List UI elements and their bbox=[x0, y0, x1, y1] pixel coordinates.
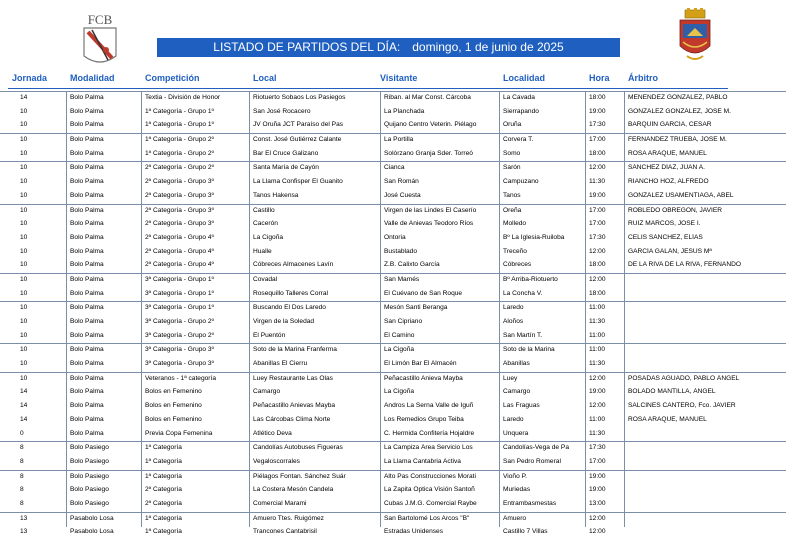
cell-visitante: Z.B. Calixto García bbox=[384, 261, 440, 269]
cell-arbitro: POSADAS AGUADO, PABLO ÁNGEL bbox=[628, 374, 740, 382]
table-row bbox=[0, 246, 786, 260]
cell-modalidad: Bolo Palma bbox=[70, 261, 104, 269]
cell-local: Rosequillo Talleres Corral bbox=[253, 289, 329, 297]
fcb-crest-icon bbox=[78, 10, 122, 66]
table-row bbox=[0, 190, 786, 204]
cell-localidad: Laredo bbox=[503, 415, 524, 423]
cell-localidad: Abanillas bbox=[503, 360, 530, 368]
cell-visitante: Alto Pas Construcciones Morati bbox=[384, 472, 476, 480]
cell-modalidad: Bolo Palma bbox=[70, 275, 104, 283]
cell-competicion: 2ª Categoría bbox=[145, 499, 182, 507]
cell-jornada: 14 bbox=[20, 415, 28, 423]
cell-arbitro: ROSA ARAQUE, MANUEL bbox=[628, 149, 707, 157]
header-localidad: Localidad bbox=[503, 73, 546, 83]
cell-localidad: Candolías-Vega de Pa bbox=[503, 444, 569, 452]
header-visitante: Visitante bbox=[380, 73, 418, 83]
cell-visitante: C. Hermida Confitería Hojaldre bbox=[384, 429, 475, 437]
cell-jornada: 10 bbox=[20, 220, 28, 228]
cell-arbitro: BOLADO MANTILLA, ÁNGEL bbox=[628, 388, 716, 396]
cell-arbitro: SALCINES CANTERO, Fco. JAVIER bbox=[628, 402, 736, 410]
cell-local: Vegaloscorrales bbox=[253, 457, 300, 465]
table-row bbox=[0, 204, 786, 219]
cell-local: Covadal bbox=[253, 275, 278, 283]
cell-jornada: 10 bbox=[20, 178, 28, 186]
cell-competicion: 3ª Categoría - Grupo 2º bbox=[145, 331, 214, 339]
cell-visitante: Cubas J.M.G. Comercial Raybe bbox=[384, 499, 477, 507]
cell-competicion: Bolos en Femenino bbox=[145, 402, 202, 410]
cell-modalidad: Bolo Palma bbox=[70, 206, 104, 214]
cell-competicion: Bolos en Femenino bbox=[145, 415, 202, 423]
cell-hora: 12:00 bbox=[589, 164, 606, 172]
cell-competicion: 2ª Categoría - Grupo 3º bbox=[145, 206, 214, 214]
cell-localidad: La Cavada bbox=[503, 94, 535, 101]
cell-modalidad: Bolo Palma bbox=[70, 107, 104, 115]
cell-arbitro: DE LA RIVA DE LA RIVA, FERNANDO bbox=[628, 261, 741, 269]
cell-competicion: 3ª Categoría - Grupo 1º bbox=[145, 304, 214, 312]
cell-hora: 17:00 bbox=[589, 457, 606, 465]
cell-hora: 19:00 bbox=[589, 388, 606, 396]
cell-modalidad: Bolo Pasiego bbox=[70, 444, 109, 452]
cell-localidad: Oruña bbox=[503, 121, 522, 129]
cell-hora: 11:30 bbox=[589, 178, 606, 186]
cell-hora: 17:00 bbox=[589, 136, 606, 144]
cell-competicion: 2ª Categoría bbox=[145, 486, 182, 494]
cell-visitante: Ontoria bbox=[384, 233, 406, 241]
table-row bbox=[0, 133, 786, 148]
cell-arbitro: GARCÍA GALÁN, JESÚS Mª bbox=[628, 247, 712, 255]
cell-modalidad: Bolo Palma bbox=[70, 233, 104, 241]
cell-competicion: 1ª Categoría bbox=[145, 444, 182, 452]
matches-table bbox=[0, 91, 786, 540]
table-row bbox=[0, 343, 786, 358]
cell-competicion: 1ª Categoría - Grupo 1º bbox=[145, 107, 214, 115]
cell-jornada: 10 bbox=[20, 149, 28, 157]
cell-local: Camargo bbox=[253, 388, 281, 396]
cell-jornada: 10 bbox=[20, 247, 28, 255]
cell-jornada: 10 bbox=[20, 374, 28, 382]
cell-hora: 11:00 bbox=[589, 346, 606, 354]
cell-arbitro: MENENDEZ GONZÁLEZ, PABLO bbox=[628, 94, 728, 101]
cell-localidad: La Concha V. bbox=[503, 289, 543, 297]
cell-localidad: Bº Arriba-Riotuerto bbox=[503, 275, 558, 283]
cell-competicion: Bolos en Femenino bbox=[145, 388, 202, 396]
cell-localidad: Cóbreces bbox=[503, 261, 532, 269]
cell-competicion: 1ª Categoría - Grupo 2º bbox=[145, 136, 214, 144]
cell-local: Bar El Cruce Galizano bbox=[253, 149, 319, 157]
table-header bbox=[0, 73, 786, 87]
table-row bbox=[0, 232, 786, 246]
cell-jornada: 13 bbox=[20, 528, 28, 536]
cell-local: Castillo bbox=[253, 206, 275, 214]
cell-localidad: Entrambasmestas bbox=[503, 499, 557, 507]
cell-competicion: Textia - División de Honor bbox=[145, 94, 221, 101]
cell-visitante: Riban. al Mar Const. Cárcoba bbox=[384, 94, 471, 101]
cell-hora: 12:00 bbox=[589, 514, 606, 522]
cell-localidad: Aloños bbox=[503, 318, 524, 325]
header-jornada: Jornada bbox=[12, 73, 48, 83]
cell-jornada: 10 bbox=[20, 261, 28, 269]
table-row bbox=[0, 106, 786, 120]
table-row bbox=[0, 119, 786, 133]
cell-competicion: 1ª Categoría bbox=[145, 472, 182, 480]
cell-arbitro: GONZÁLEZ USAMENTIAGA, ABEL bbox=[628, 191, 734, 199]
cell-competicion: 1ª Categoría bbox=[145, 528, 182, 536]
cell-jornada: 10 bbox=[20, 304, 28, 312]
cell-visitante: Estradas Unidenses bbox=[384, 528, 444, 536]
table-row bbox=[0, 148, 786, 162]
cell-local: Piélagos Fontan. Sánchez Suár bbox=[253, 472, 346, 480]
cell-jornada: 0 bbox=[20, 429, 24, 437]
cell-local: Las Cárcobas Clima Norte bbox=[253, 415, 331, 423]
cell-arbitro: FERNÁNDEZ TRUEBA, JOSE M. bbox=[628, 136, 727, 144]
cell-local: Peñacastillo Anievas Mayba bbox=[253, 402, 336, 410]
table-row bbox=[0, 526, 786, 540]
cell-competicion: 2ª Categoría - Grupo 3º bbox=[145, 220, 214, 228]
cell-localidad: Camargo bbox=[503, 388, 531, 396]
cell-jornada: 10 bbox=[20, 136, 28, 144]
cell-hora: 19:00 bbox=[589, 486, 606, 494]
cell-jornada: 8 bbox=[20, 486, 24, 494]
table-row bbox=[0, 259, 786, 273]
table-row bbox=[0, 386, 786, 400]
cell-competicion: 2ª Categoría - Grupo 3º bbox=[145, 178, 214, 186]
cell-competicion: 1ª Categoría - Grupo 1º bbox=[145, 121, 214, 129]
cell-competicion: 2ª Categoría - Grupo 2º bbox=[145, 164, 214, 172]
cell-visitante: La Cigoña bbox=[384, 346, 415, 354]
table-row bbox=[0, 498, 786, 512]
cell-modalidad: Pasabolo Losa bbox=[70, 528, 114, 536]
cell-localidad: Amuero bbox=[503, 514, 527, 522]
table-row bbox=[0, 470, 786, 485]
cell-localidad: Muriedas bbox=[503, 486, 531, 494]
cell-local: Atlético Deva bbox=[253, 429, 292, 437]
cell-visitante: José Cuesta bbox=[384, 191, 421, 199]
table-row bbox=[0, 400, 786, 414]
cell-jornada: 10 bbox=[20, 318, 28, 325]
cell-local: La Cigoña bbox=[253, 233, 284, 241]
cell-hora: 19:00 bbox=[589, 472, 606, 480]
cell-localidad: Corvera T. bbox=[503, 136, 534, 144]
cell-visitante: La Portilla bbox=[384, 136, 414, 144]
cell-visitante: La Campiza Área Servicio Los bbox=[384, 444, 473, 452]
cell-hora: 18:00 bbox=[589, 261, 606, 269]
cell-localidad: Luey bbox=[503, 374, 518, 382]
cell-jornada: 10 bbox=[20, 206, 28, 214]
table-row bbox=[0, 91, 786, 106]
table-row bbox=[0, 161, 786, 176]
table-row bbox=[0, 456, 786, 470]
cell-localidad: Tanos bbox=[503, 191, 521, 199]
cell-hora: 11:00 bbox=[589, 304, 606, 312]
cell-localidad: Bº La Iglesia-Ruiloba bbox=[503, 233, 565, 241]
cell-modalidad: Bolo Palma bbox=[70, 247, 104, 255]
cell-competicion: 2ª Categoría - Grupo 4º bbox=[145, 247, 214, 255]
cell-local: Riotuerto Sobaos Los Pasiegos bbox=[253, 94, 346, 101]
cell-local: Cacerón bbox=[253, 220, 278, 228]
cell-visitante: El Cuévano de San Roque bbox=[384, 289, 463, 297]
cell-localidad: Oreña bbox=[503, 206, 522, 214]
cell-arbitro: RUIZ MARCOS, JOSE I. bbox=[628, 220, 701, 228]
cell-local: Comercial Marami bbox=[253, 499, 307, 507]
cell-localidad: Castillo 7 Villas bbox=[503, 528, 548, 536]
cell-jornada: 14 bbox=[20, 388, 28, 396]
cell-hora: 18:00 bbox=[589, 289, 606, 297]
cell-hora: 17:30 bbox=[589, 121, 606, 129]
cell-localidad: Vioño P. bbox=[503, 472, 527, 480]
cell-local: La Costera Mesón Candela bbox=[253, 486, 334, 494]
cell-localidad: San Martín T. bbox=[503, 331, 543, 339]
cell-modalidad: Bolo Palma bbox=[70, 191, 104, 199]
cell-modalidad: Bolo Palma bbox=[70, 289, 104, 297]
cell-visitante: El Camino bbox=[384, 331, 415, 339]
cell-modalidad: Bolo Palma bbox=[70, 318, 104, 325]
cell-competicion: 3ª Categoría - Grupo 1º bbox=[145, 289, 214, 297]
cell-hora: 11:30 bbox=[589, 318, 606, 325]
cell-hora: 17:00 bbox=[589, 220, 606, 228]
table-row bbox=[0, 428, 786, 442]
cell-arbitro: BARQUÍN GARCÍA, CESAR bbox=[628, 121, 712, 129]
cell-jornada: 14 bbox=[20, 94, 28, 101]
cell-localidad: Campuzano bbox=[503, 178, 539, 186]
cell-jornada: 10 bbox=[20, 360, 28, 368]
cell-competicion: 3ª Categoría - Grupo 3º bbox=[145, 360, 214, 368]
cell-local: San José Rocacero bbox=[253, 107, 311, 115]
cell-localidad: Las Fraguas bbox=[503, 402, 540, 410]
cell-visitante: La Zapita Óptica Visión Santoñ bbox=[384, 486, 475, 494]
table-row bbox=[0, 512, 786, 527]
cell-local: Luey Restaurante Las Olas bbox=[253, 374, 333, 382]
cell-jornada: 10 bbox=[20, 275, 28, 283]
table-row bbox=[0, 372, 786, 387]
cell-jornada: 10 bbox=[20, 346, 28, 354]
cell-jornada: 10 bbox=[20, 164, 28, 172]
cell-localidad: Treceño bbox=[503, 247, 527, 255]
cell-localidad: Sarón bbox=[503, 164, 521, 172]
cell-jornada: 14 bbox=[20, 402, 28, 410]
cell-modalidad: Bolo Palma bbox=[70, 388, 104, 396]
table-row bbox=[0, 484, 786, 498]
cell-modalidad: Bolo Pasiego bbox=[70, 457, 109, 465]
cell-modalidad: Bolo Palma bbox=[70, 402, 104, 410]
cell-hora: 11:00 bbox=[589, 415, 606, 423]
cell-jornada: 10 bbox=[20, 121, 28, 129]
cell-localidad: Sierrapando bbox=[503, 107, 539, 115]
cell-competicion: 2ª Categoría - Grupo 4º bbox=[145, 233, 214, 241]
cell-localidad: Somo bbox=[503, 149, 521, 157]
cell-jornada: 10 bbox=[20, 191, 28, 199]
cell-visitante: San Mamés bbox=[384, 275, 420, 283]
cell-localidad: Unquera bbox=[503, 429, 529, 437]
table-row bbox=[0, 316, 786, 330]
cell-hora: 11:30 bbox=[589, 429, 606, 437]
cell-hora: 12:00 bbox=[589, 528, 606, 536]
cell-local: Amuero Ttes. Ruigómez bbox=[253, 514, 324, 522]
cell-localidad: San Pedro Romeral bbox=[503, 457, 561, 465]
cell-visitante: La Planchada bbox=[384, 107, 425, 115]
cell-modalidad: Bolo Palma bbox=[70, 429, 104, 437]
table-row bbox=[0, 288, 786, 302]
cell-modalidad: Bolo Palma bbox=[70, 304, 104, 312]
header-arbitro: Árbitro bbox=[628, 73, 658, 83]
cell-visitante: La Cigoña bbox=[384, 388, 415, 396]
cell-modalidad: Bolo Palma bbox=[70, 136, 104, 144]
cell-modalidad: Bolo Palma bbox=[70, 121, 104, 129]
table-row bbox=[0, 218, 786, 232]
cell-local: Santa María de Cayón bbox=[253, 164, 319, 172]
cell-competicion: 2ª Categoría - Grupo 4º bbox=[145, 261, 214, 269]
cell-local: Virgen de la Soledad bbox=[253, 318, 315, 325]
cell-hora: 11:00 bbox=[589, 331, 606, 339]
cell-competicion: 1ª Categoría bbox=[145, 514, 182, 522]
cell-visitante: Mesón Santi Beranga bbox=[384, 304, 448, 312]
cell-local: Soto de la Marina Franferma bbox=[253, 346, 337, 354]
cell-local: Cóbreces Almacenes Lavín bbox=[253, 261, 334, 269]
cell-modalidad: Bolo Palma bbox=[70, 178, 104, 186]
cell-competicion: Previa Copa Femenina bbox=[145, 429, 213, 437]
cell-hora: 17:00 bbox=[589, 206, 606, 214]
cell-hora: 11:30 bbox=[589, 360, 606, 368]
cell-hora: 13:00 bbox=[589, 499, 606, 507]
cell-hora: 17:30 bbox=[589, 444, 606, 452]
table-row bbox=[0, 441, 786, 456]
cell-local: Tanos Hakensa bbox=[253, 191, 299, 199]
title-date: domingo, 1 de junio de 2025 bbox=[412, 40, 564, 54]
cell-competicion: 3ª Categoría - Grupo 1º bbox=[145, 275, 214, 283]
cell-localidad: Soto de la Marina bbox=[503, 346, 555, 354]
header-modalidad: Modalidad bbox=[70, 73, 115, 83]
cell-hora: 12:00 bbox=[589, 402, 606, 410]
table-row bbox=[0, 176, 786, 190]
header-divider bbox=[8, 88, 728, 89]
cell-arbitro: ROBLEDO OBREGÓN, JAVIER bbox=[628, 206, 723, 214]
cell-arbitro: RIANCHO HOZ, ALFREDO bbox=[628, 178, 709, 186]
cell-competicion: 1ª Categoría - Grupo 2º bbox=[145, 149, 214, 157]
cell-arbitro: ROSA ARAQUE, MANUEL bbox=[628, 415, 707, 423]
table-row bbox=[0, 358, 786, 372]
cell-modalidad: Bolo Pasiego bbox=[70, 499, 109, 507]
cell-visitante: San Román bbox=[384, 178, 419, 186]
cell-visitante: Cianca bbox=[384, 164, 405, 172]
cell-modalidad: Bolo Palma bbox=[70, 360, 104, 368]
table-row bbox=[0, 330, 786, 344]
cell-modalidad: Bolo Palma bbox=[70, 374, 104, 382]
cell-jornada: 10 bbox=[20, 107, 28, 115]
cell-local: El Puentón bbox=[253, 331, 286, 339]
cell-modalidad: Bolo Palma bbox=[70, 149, 104, 157]
cell-jornada: 8 bbox=[20, 499, 24, 507]
cell-hora: 17:30 bbox=[589, 233, 606, 241]
cell-arbitro: SÁNCHEZ DÍAZ, JUAN A. bbox=[628, 164, 705, 172]
cell-visitante: El Limón Bar El Almacén bbox=[384, 360, 457, 368]
cell-hora: 19:00 bbox=[589, 191, 606, 199]
title-label: LISTADO DE PARTIDOS DEL DÍA: bbox=[213, 40, 401, 54]
table-row bbox=[0, 301, 786, 316]
cell-hora: 12:00 bbox=[589, 247, 606, 255]
cell-visitante: Solórzano Granja Sder. Torreó bbox=[384, 149, 473, 157]
cell-jornada: 8 bbox=[20, 472, 24, 480]
cell-jornada: 8 bbox=[20, 444, 24, 452]
cell-modalidad: Bolo Palma bbox=[70, 164, 104, 172]
cell-local: La Llama Confisper El Guanito bbox=[253, 178, 343, 186]
cell-visitante: Los Remedios Grupo Teiba bbox=[384, 415, 464, 423]
cell-local: Candolías Autobuses Figueras bbox=[253, 444, 343, 452]
cell-local: Buscando El Dos Laredo bbox=[253, 304, 326, 312]
cell-local: Abanillas El Cierru bbox=[253, 360, 308, 368]
cell-competicion: Veteranos - 1ª categoría bbox=[145, 374, 216, 382]
table-row bbox=[0, 273, 786, 288]
cell-visitante: Virgen de las Lindes El Caserío bbox=[384, 206, 477, 214]
table-row bbox=[0, 414, 786, 428]
cell-modalidad: Bolo Pasiego bbox=[70, 486, 109, 494]
cell-jornada: 8 bbox=[20, 457, 24, 465]
cell-modalidad: Bolo Palma bbox=[70, 415, 104, 423]
cell-localidad: Molledo bbox=[503, 220, 527, 228]
cell-modalidad: Bolo Pasiego bbox=[70, 472, 109, 480]
cell-jornada: 13 bbox=[20, 514, 28, 522]
header-local: Local bbox=[253, 73, 277, 83]
cell-localidad: Laredo bbox=[503, 304, 524, 312]
cell-local: Const. José Gutiérrez Calante bbox=[253, 136, 342, 144]
cell-jornada: 10 bbox=[20, 331, 28, 339]
cell-competicion: 3ª Categoría - Grupo 3º bbox=[145, 346, 214, 354]
cell-visitante: Bustablado bbox=[384, 247, 417, 255]
cell-visitante: La Llama Cantabria Activa bbox=[384, 457, 461, 465]
cell-visitante: San Bartolomé Los Arcos "B" bbox=[384, 514, 470, 522]
cell-hora: 12:00 bbox=[589, 374, 606, 382]
cell-local: JV Oruña JCT Paraíso del Pas bbox=[253, 121, 344, 129]
header-competicion: Competición bbox=[145, 73, 200, 83]
cell-hora: 18:00 bbox=[589, 149, 606, 157]
cell-visitante: Andros La Serna Valle de Iguñ bbox=[384, 402, 474, 410]
cell-jornada: 10 bbox=[20, 233, 28, 241]
cell-hora: 18:00 bbox=[589, 94, 606, 101]
cell-hora: 19:00 bbox=[589, 107, 606, 115]
cell-local: Trancones Cantabrisil bbox=[253, 528, 317, 536]
cell-visitante: Peñacastillo Anieva Mayba bbox=[384, 374, 463, 382]
cell-visitante: San Cipriano bbox=[384, 318, 423, 325]
cell-arbitro: GONZÁLEZ GONZÁLEZ, JOSE M. bbox=[628, 107, 731, 115]
fcb-logo-text: FCB bbox=[87, 12, 113, 27]
cell-modalidad: Pasabolo Losa bbox=[70, 514, 114, 522]
cell-competicion: 1ª Categoría bbox=[145, 457, 182, 465]
cell-hora: 12:00 bbox=[589, 275, 606, 283]
municipal-coat-of-arms-icon bbox=[677, 8, 713, 68]
cell-visitante: Quijano Centro Veterin. Piélago bbox=[384, 121, 477, 129]
header-hora: Hora bbox=[589, 73, 610, 83]
cell-modalidad: Bolo Palma bbox=[70, 346, 104, 354]
cell-modalidad: Bolo Palma bbox=[70, 94, 104, 101]
cell-arbitro: CELIS SÁNCHEZ, ELÍAS bbox=[628, 233, 703, 241]
cell-modalidad: Bolo Palma bbox=[70, 220, 104, 228]
cell-local: Hualle bbox=[253, 247, 272, 255]
cell-modalidad: Bolo Palma bbox=[70, 331, 104, 339]
cell-visitante: Valle de Anievas Teodoro Ríos bbox=[384, 220, 474, 228]
cell-jornada: 10 bbox=[20, 289, 28, 297]
cell-competicion: 3ª Categoría - Grupo 2º bbox=[145, 318, 214, 325]
cell-competicion: 2ª Categoría - Grupo 3º bbox=[145, 191, 214, 199]
page-title bbox=[157, 38, 620, 57]
